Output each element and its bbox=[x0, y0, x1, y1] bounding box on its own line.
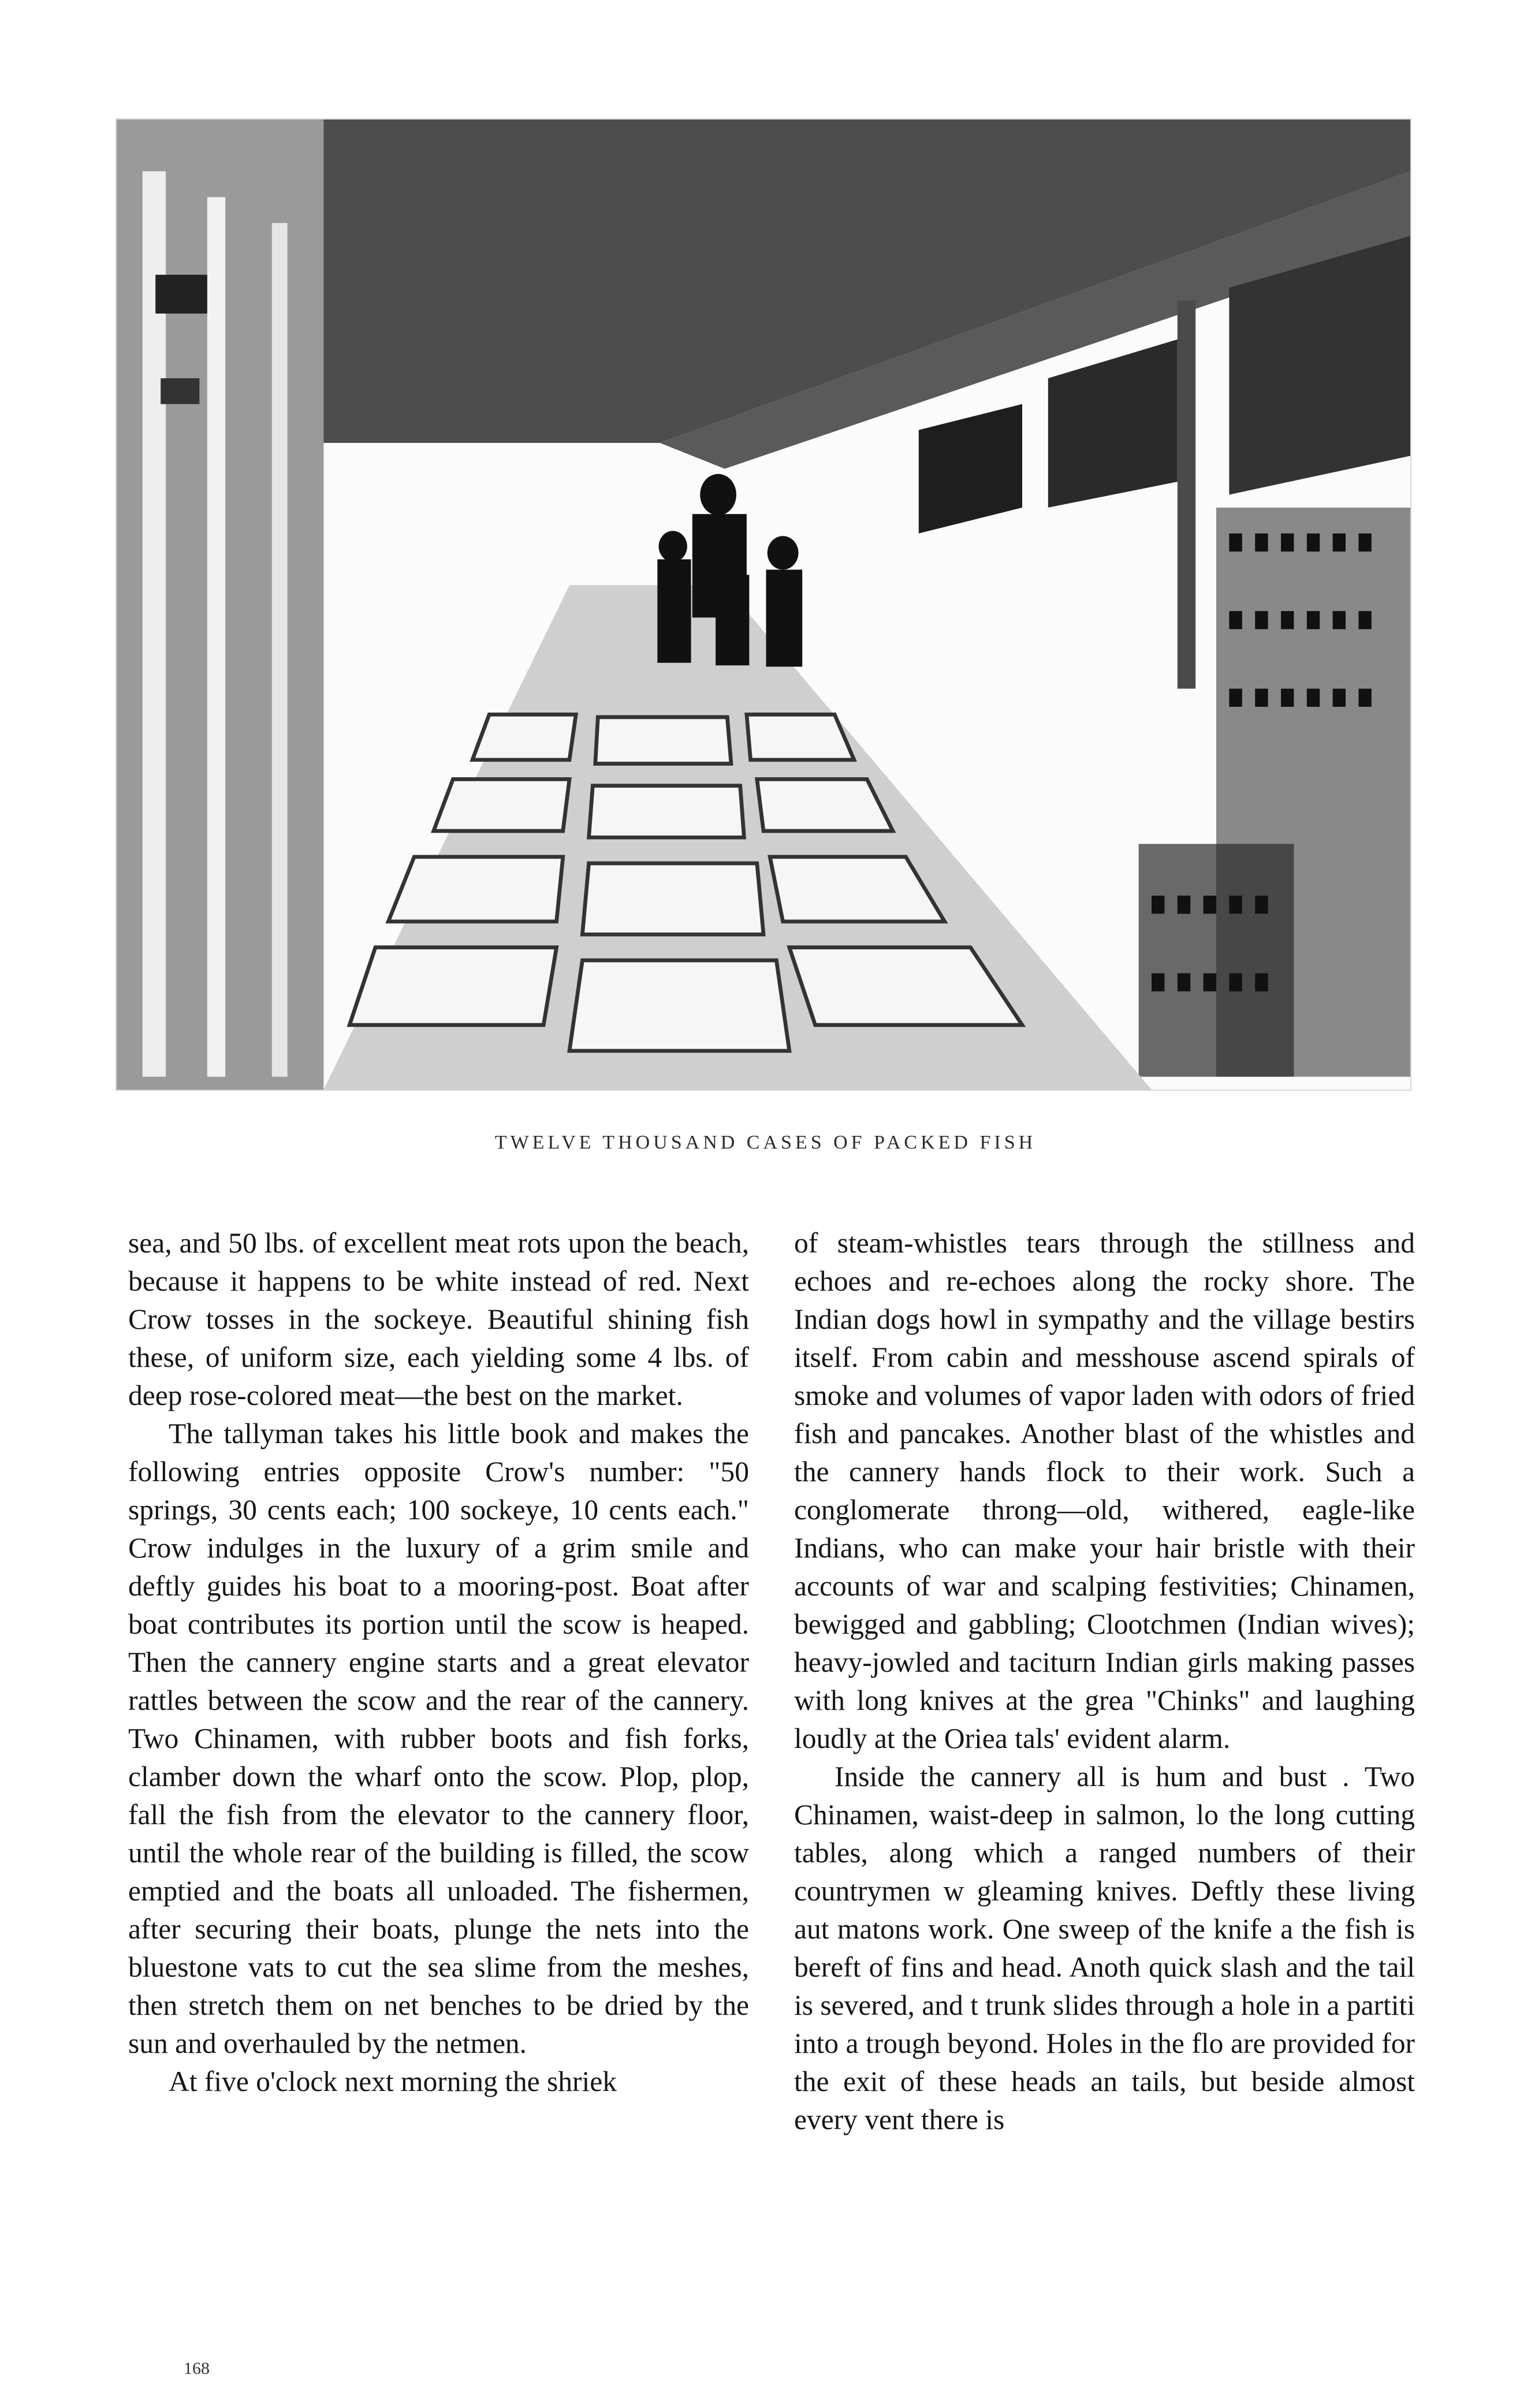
paragraph: sea, and 50 lbs. of excellent meat rots upon the beach, because it happens to be white instead of red. Next Crow tosses in the sockeye. Beautiful shining fish these, of uniform size, each yielding some 4 lbs. of deep rose-colored meat—the best on the market. bbox=[128, 1227, 749, 1411]
paragraph: At five o'clock next morning the shriek bbox=[169, 2066, 617, 2097]
figure-caption: TWELVE THOUSAND CASES OF PACKED FISH bbox=[494, 1132, 1037, 1153]
paragraph: Inside the cannery all is hum and bust . Two Chinamen, waist-deep in salmon, lo the long cutting tables, along which a ranged numbers of their countrymen w gleaming knives. Deftly these living aut matons work. One sweep of the knife a the fish is bereft of fins and head. Anoth quick slash and the tail is severed, and t trunk slides through a hole in a partiti into a trough beyond. Holes in the flo are provided for the exit of these heads an tails, but beside almost every vent there is bbox=[794, 1761, 1415, 2135]
paragraph: of steam-whistles tears through the stillness and echoes and re-echoes along the rocky shore. The Indian dogs howl in sympathy and the village bestirs itself. From cabin and messhouse ascend spirals of smoke and volumes of vapor laden with odors of fried fish and pancakes. Another blast of the whistles and the cannery hands flock to their work. Such a conglomerate throng—old, withered, eagle-like Indians, who can make your hair bristle with their accounts of war and scalping festivities; Chinamen, bewigged and gabbling; Clootchmen (Indian wives); heavy-jowled and taciturn Indian girls making passes with long knives at the grea "Chinks" and laughing loudly at the Oriea tals' evident alarm. bbox=[794, 1227, 1415, 1754]
paragraph: The tallyman takes his little book and makes the following entries opposite Crow's number: "50 springs, 30 cents each; 100 sockeye, 10 cents each." Crow indulges in the luxury of a grim smile and deftly guides his boat to a mooring-post. Boat after boat contributes its portion until the scow is heaped. Then the cannery engine starts and a great elevator rattles between the scow and the rear of the cannery. Two Chinamen, with rubber boots and fish forks, clamber down the wharf onto the scow. Plop, plop, fall the fish from the elevator to the cannery floor, until the whole rear of the building is filled, the scow emptied and the boats all unloaded. The fishermen, after securing their boats, plunge the nets into the bluestone vats to cut the sea slime from the meshes, then stretch them on net benches to be dried by the sun and overhauled by the netmen. bbox=[128, 1418, 749, 2059]
cannery-photograph bbox=[116, 118, 1411, 1091]
left-text-column bbox=[128, 1224, 749, 2101]
right-text-column bbox=[794, 1224, 1415, 2139]
page-number: 168 bbox=[184, 2359, 210, 2378]
